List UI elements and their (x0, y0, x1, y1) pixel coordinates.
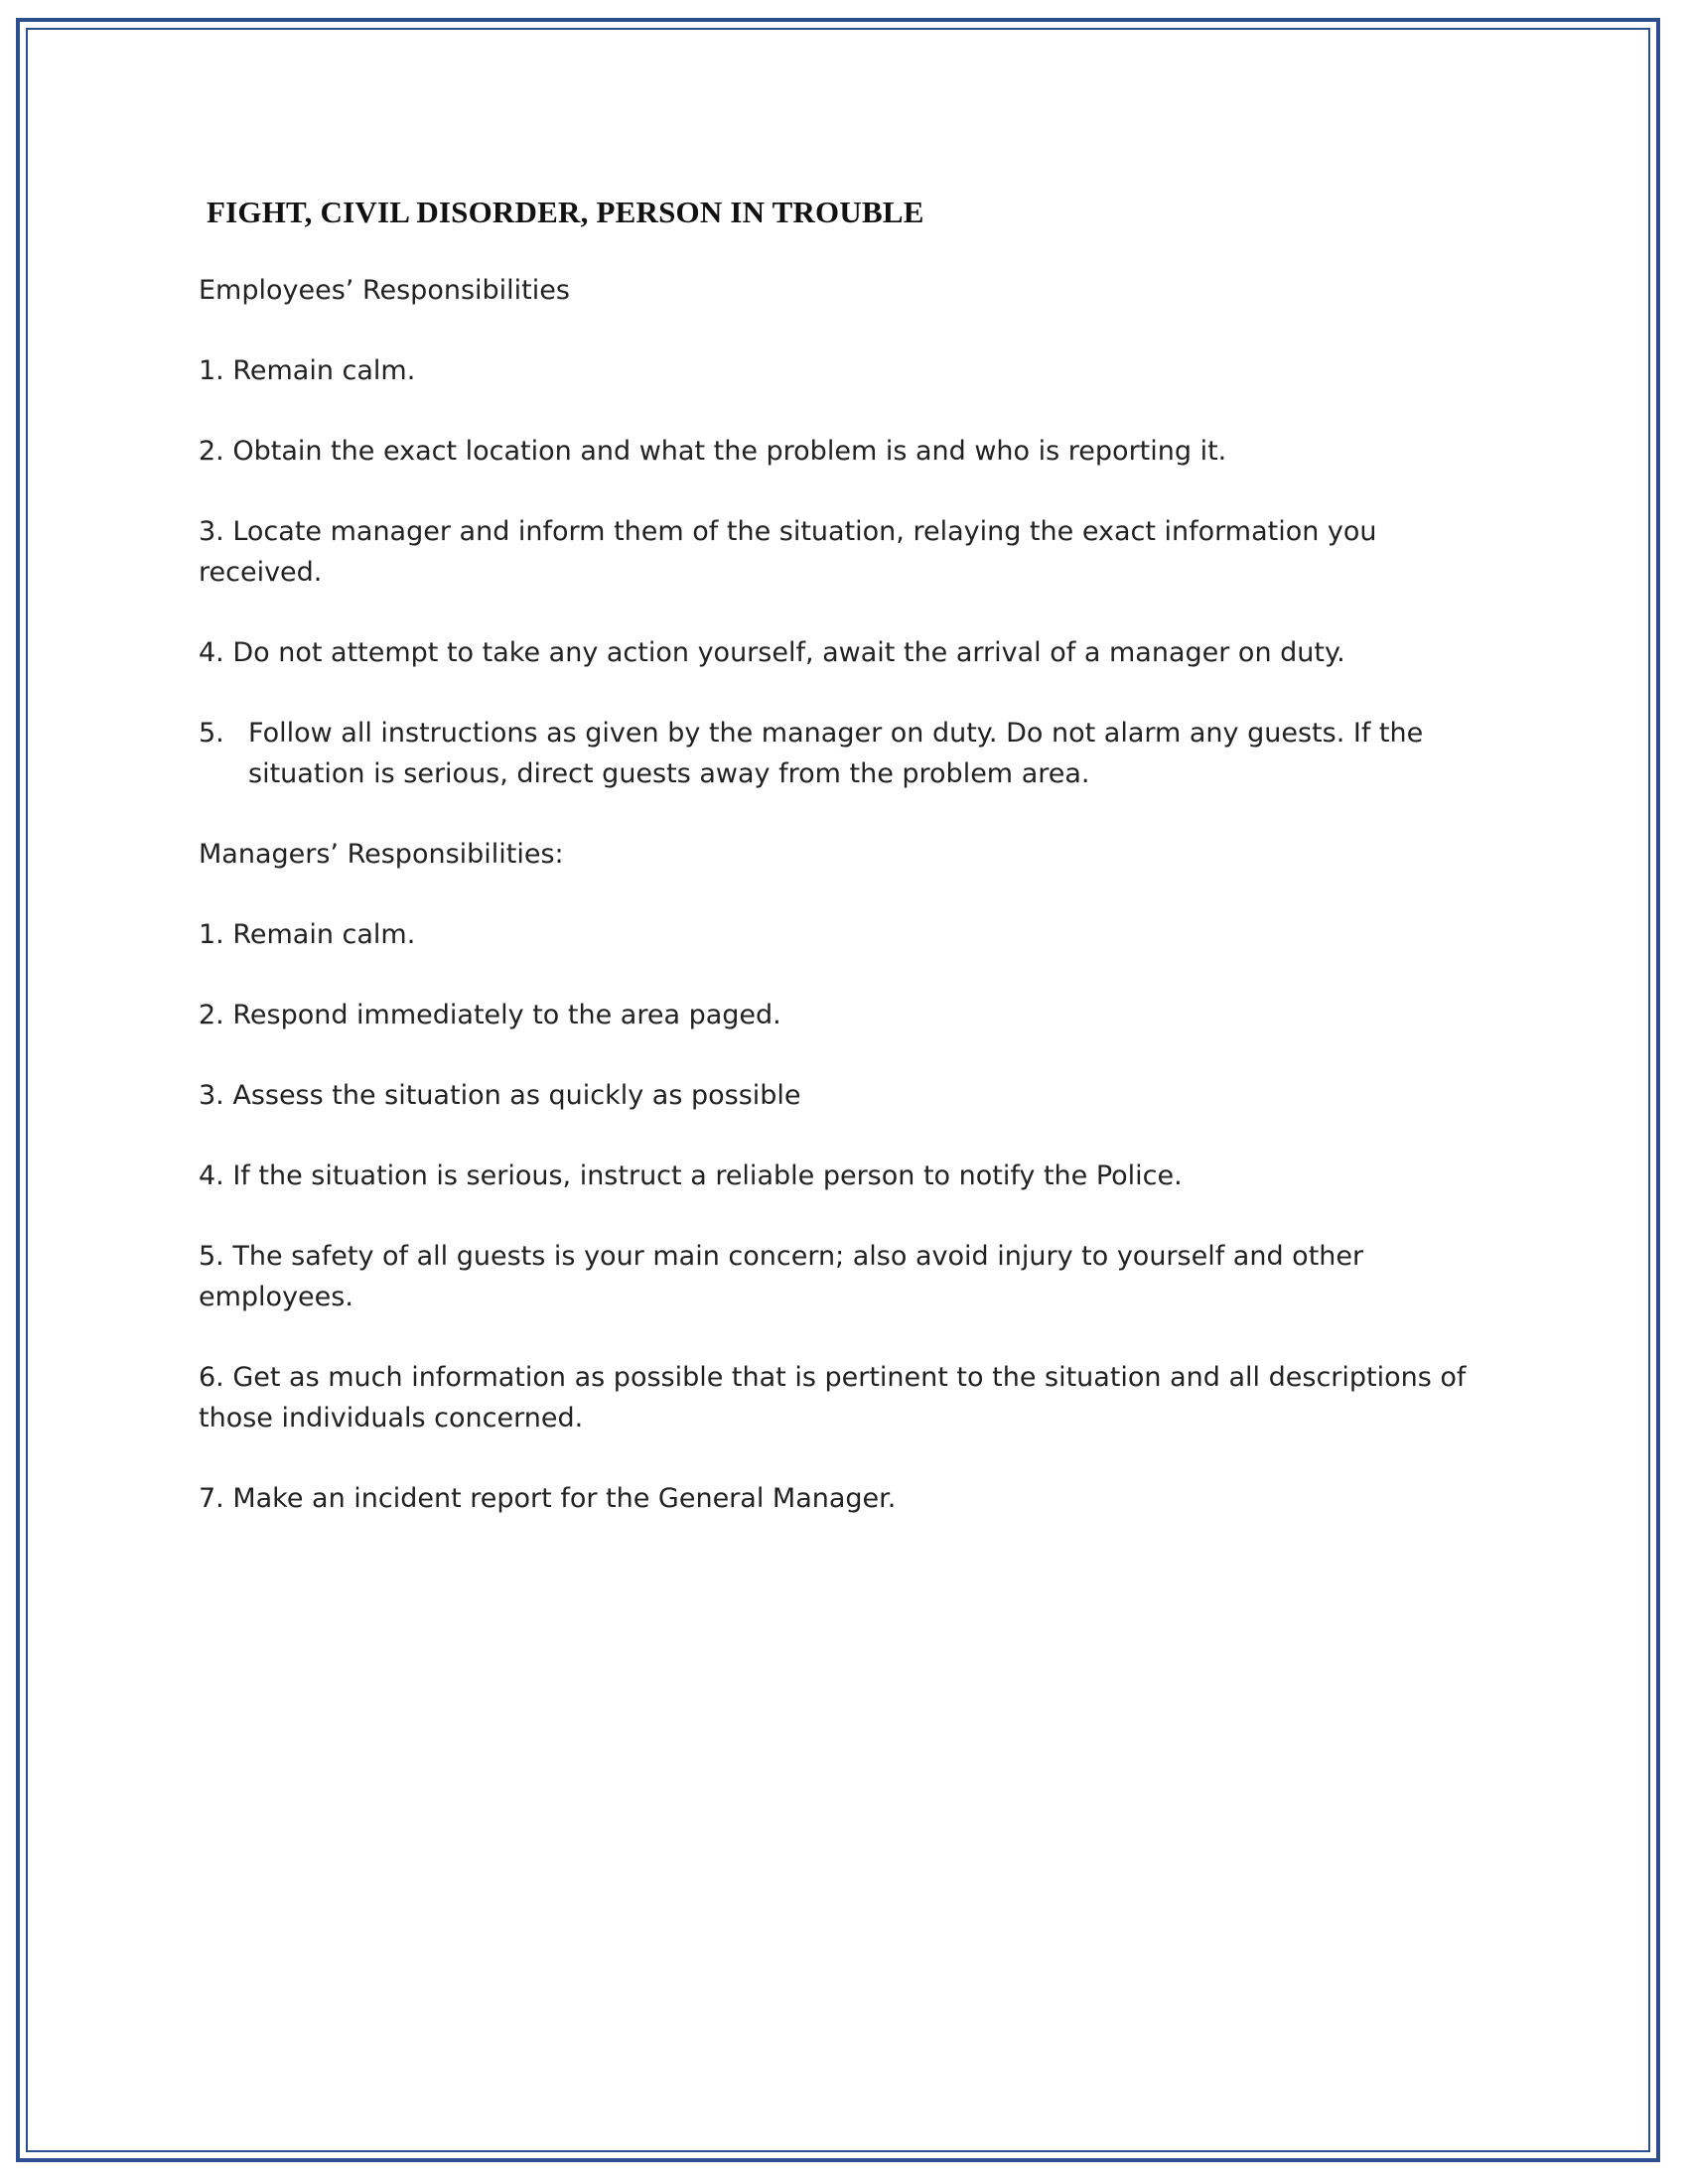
employees-item-5 (199, 713, 1489, 794)
employees-item-4: 4. Do not attempt to take any action yourself, await the arrival of a manager on duty. (199, 637, 1345, 668)
employees-item-5-text: Follow all instructions as given by the manager on duty. Do not alarm any guests. If the situation is serious, direct guests away from the problem area. (248, 718, 1424, 789)
employees-item-3: 3. Locate manager and inform them of the situation, relaying the exact information you received. (199, 516, 1377, 588)
managers-item-3: 3. Assess the situation as quickly as possible (199, 1080, 801, 1111)
employees-item-1: 1. Remain calm. (199, 355, 416, 386)
managers-heading: Managers’ Responsibilities: (199, 839, 564, 870)
managers-item-1: 1. Remain calm. (199, 919, 416, 950)
managers-item-5: 5. The safety of all guests is your main concern; also avoid injury to yourself and other employees. (199, 1241, 1364, 1312)
document-body (199, 195, 1489, 1559)
employees-item-2: 2. Obtain the exact location and what the problem is and who is reporting it. (199, 436, 1227, 467)
managers-item-2: 2. Respond immediately to the area paged. (199, 1000, 781, 1030)
employees-heading: Employees’ Responsibilities (199, 275, 570, 306)
managers-item-7: 7. Make an incident report for the General Manager. (199, 1483, 897, 1514)
managers-item-4: 4. If the situation is serious, instruct a reliable person to notify the Police. (199, 1160, 1183, 1191)
employees-item-5-number: 5. (199, 718, 224, 749)
managers-item-6: 6. Get as much information as possible that is pertinent to the situation and all descriptions of those individuals concerned. (199, 1362, 1467, 1433)
document-title: FIGHT, CIVIL DISORDER, PERSON IN TROUBLE (207, 195, 924, 229)
